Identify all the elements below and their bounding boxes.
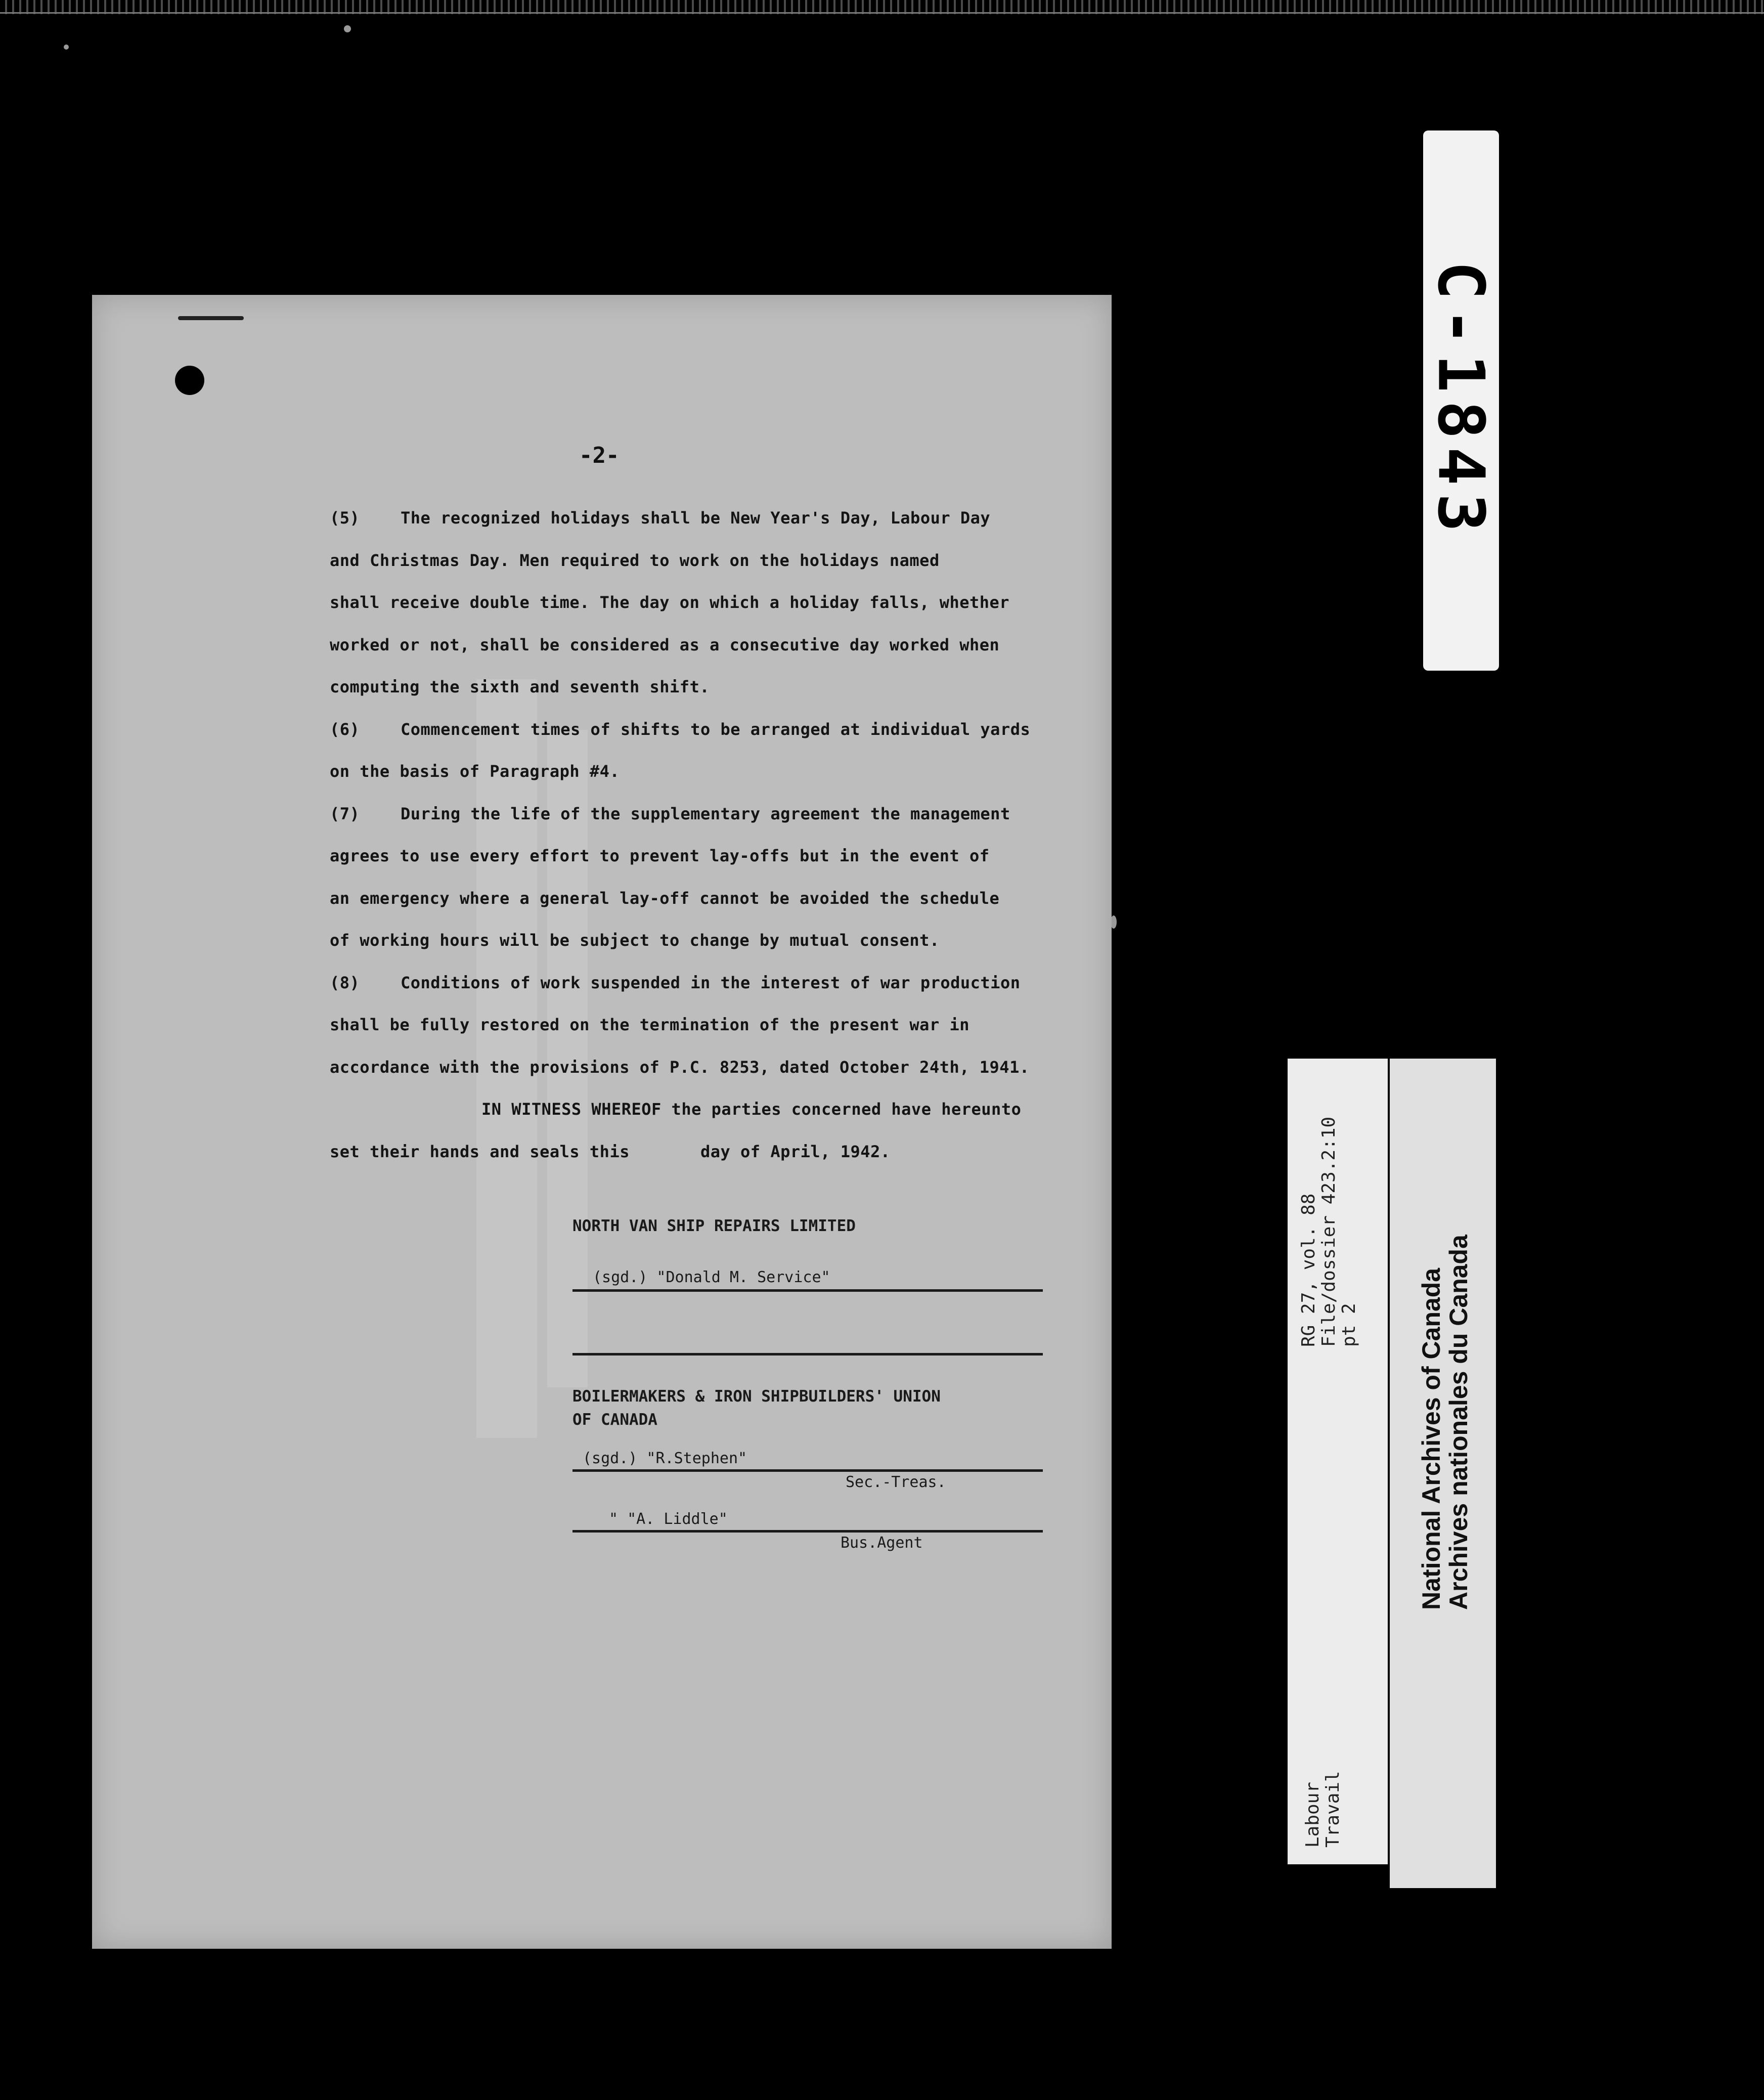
department-block [1303,1771,1343,1848]
reference-line-1: RG 27, vol. 88 [1298,1193,1319,1347]
film-speck [64,45,69,50]
company-name: NORTH VAN SHIP REPAIRS LIMITED [572,1217,856,1235]
archives-name-en: National Archives of Canada [1417,1267,1445,1610]
witness-line-1: IN WITNESS WHEREOF the parties concerned have hereunto [481,1100,1022,1119]
document-body [330,497,1098,1173]
text-line: on the basis of Paragraph #4. [330,762,620,781]
union-signer-2-title: Bus.Agent [841,1534,923,1552]
witness-clause [330,1088,1098,1173]
paragraph-number: (5) [330,508,360,528]
text-line: agrees to use every effort to prevent lay-offs but in the event of [330,846,990,865]
text-line: Conditions of work suspended in the interest of war production [401,973,1021,992]
text-line: shall be fully restored on the termination of the present war in [330,1015,969,1034]
ink-smudge [178,316,244,320]
union-name [572,1385,1058,1431]
paragraph-7 [330,793,1098,962]
archives-logo-label [1390,1059,1496,1888]
punch-hole [175,366,204,395]
paragraph-number: (6) [330,719,360,739]
blank-signature-rule [572,1353,1043,1355]
text-line: Commencement times of shifts to be arranged at individual yards [401,719,1031,739]
department-en: Labour [1302,1781,1323,1848]
document-page [92,295,1112,1949]
text-line: of working hours will be subject to change by mutual consent. [330,931,940,950]
reel-number-label [1423,130,1499,671]
reference-block [1299,1117,1359,1347]
signature-rule [572,1289,1043,1292]
text-line: The recognized holidays shall be New Year's Day, Labour Day [401,508,991,528]
text-line: During the life of the supplementary agreement the management [401,804,1010,823]
union-signer-1-title: Sec.-Treas. [846,1473,946,1491]
paragraph-number: (8) [330,973,360,992]
reel-number: C-1843 [1424,261,1498,540]
film-speck [344,25,351,32]
witness-line-2b: day of April, 1942. [700,1142,891,1161]
archives-name [1418,1235,1472,1610]
paragraph-5 [330,497,1098,709]
paragraph-8 [330,962,1098,1089]
archive-reference-label [1288,1059,1388,1864]
union-name-line-1: BOILERMAKERS & IRON SHIPBUILDERS' UNION [572,1387,941,1406]
text-line: worked or not, shall be considered as a consecutive day worked when [330,635,1000,654]
paragraph-number: (7) [330,804,360,823]
reference-line-2: File/dossier 423.2:10 [1318,1116,1339,1347]
archives-name-fr: Archives nationales du Canada [1444,1235,1473,1610]
film-edge-line [0,12,1764,14]
witness-line-2a: set their hands and seals this [330,1142,630,1161]
paragraph-6 [330,709,1098,793]
reference-line-3: pt 2 [1339,1303,1359,1347]
department-fr: Travail [1322,1771,1343,1848]
text-line: computing the sixth and seventh shift. [330,677,710,696]
company-signature: (sgd.) "Donald M. Service" [593,1268,830,1286]
text-line: and Christmas Day. Men required to work on the holidays named [330,550,940,570]
text-line: an emergency where a general lay-off cannot be avoided the schedule [330,888,1000,908]
signature-rule [572,1469,1043,1472]
text-line: shall receive double time. The day on which a holiday falls, whether [330,593,1010,612]
page-number: -2- [579,443,620,468]
union-name-line-2: OF CANADA [572,1411,657,1429]
signature-rule [572,1530,1043,1533]
union-signature-1: (sgd.) "R.Stephen" [583,1450,747,1467]
text-line: accordance with the provisions of P.C. 8253, dated October 24th, 1941. [330,1057,1030,1077]
union-signature-2: " "A. Liddle" [609,1510,728,1528]
